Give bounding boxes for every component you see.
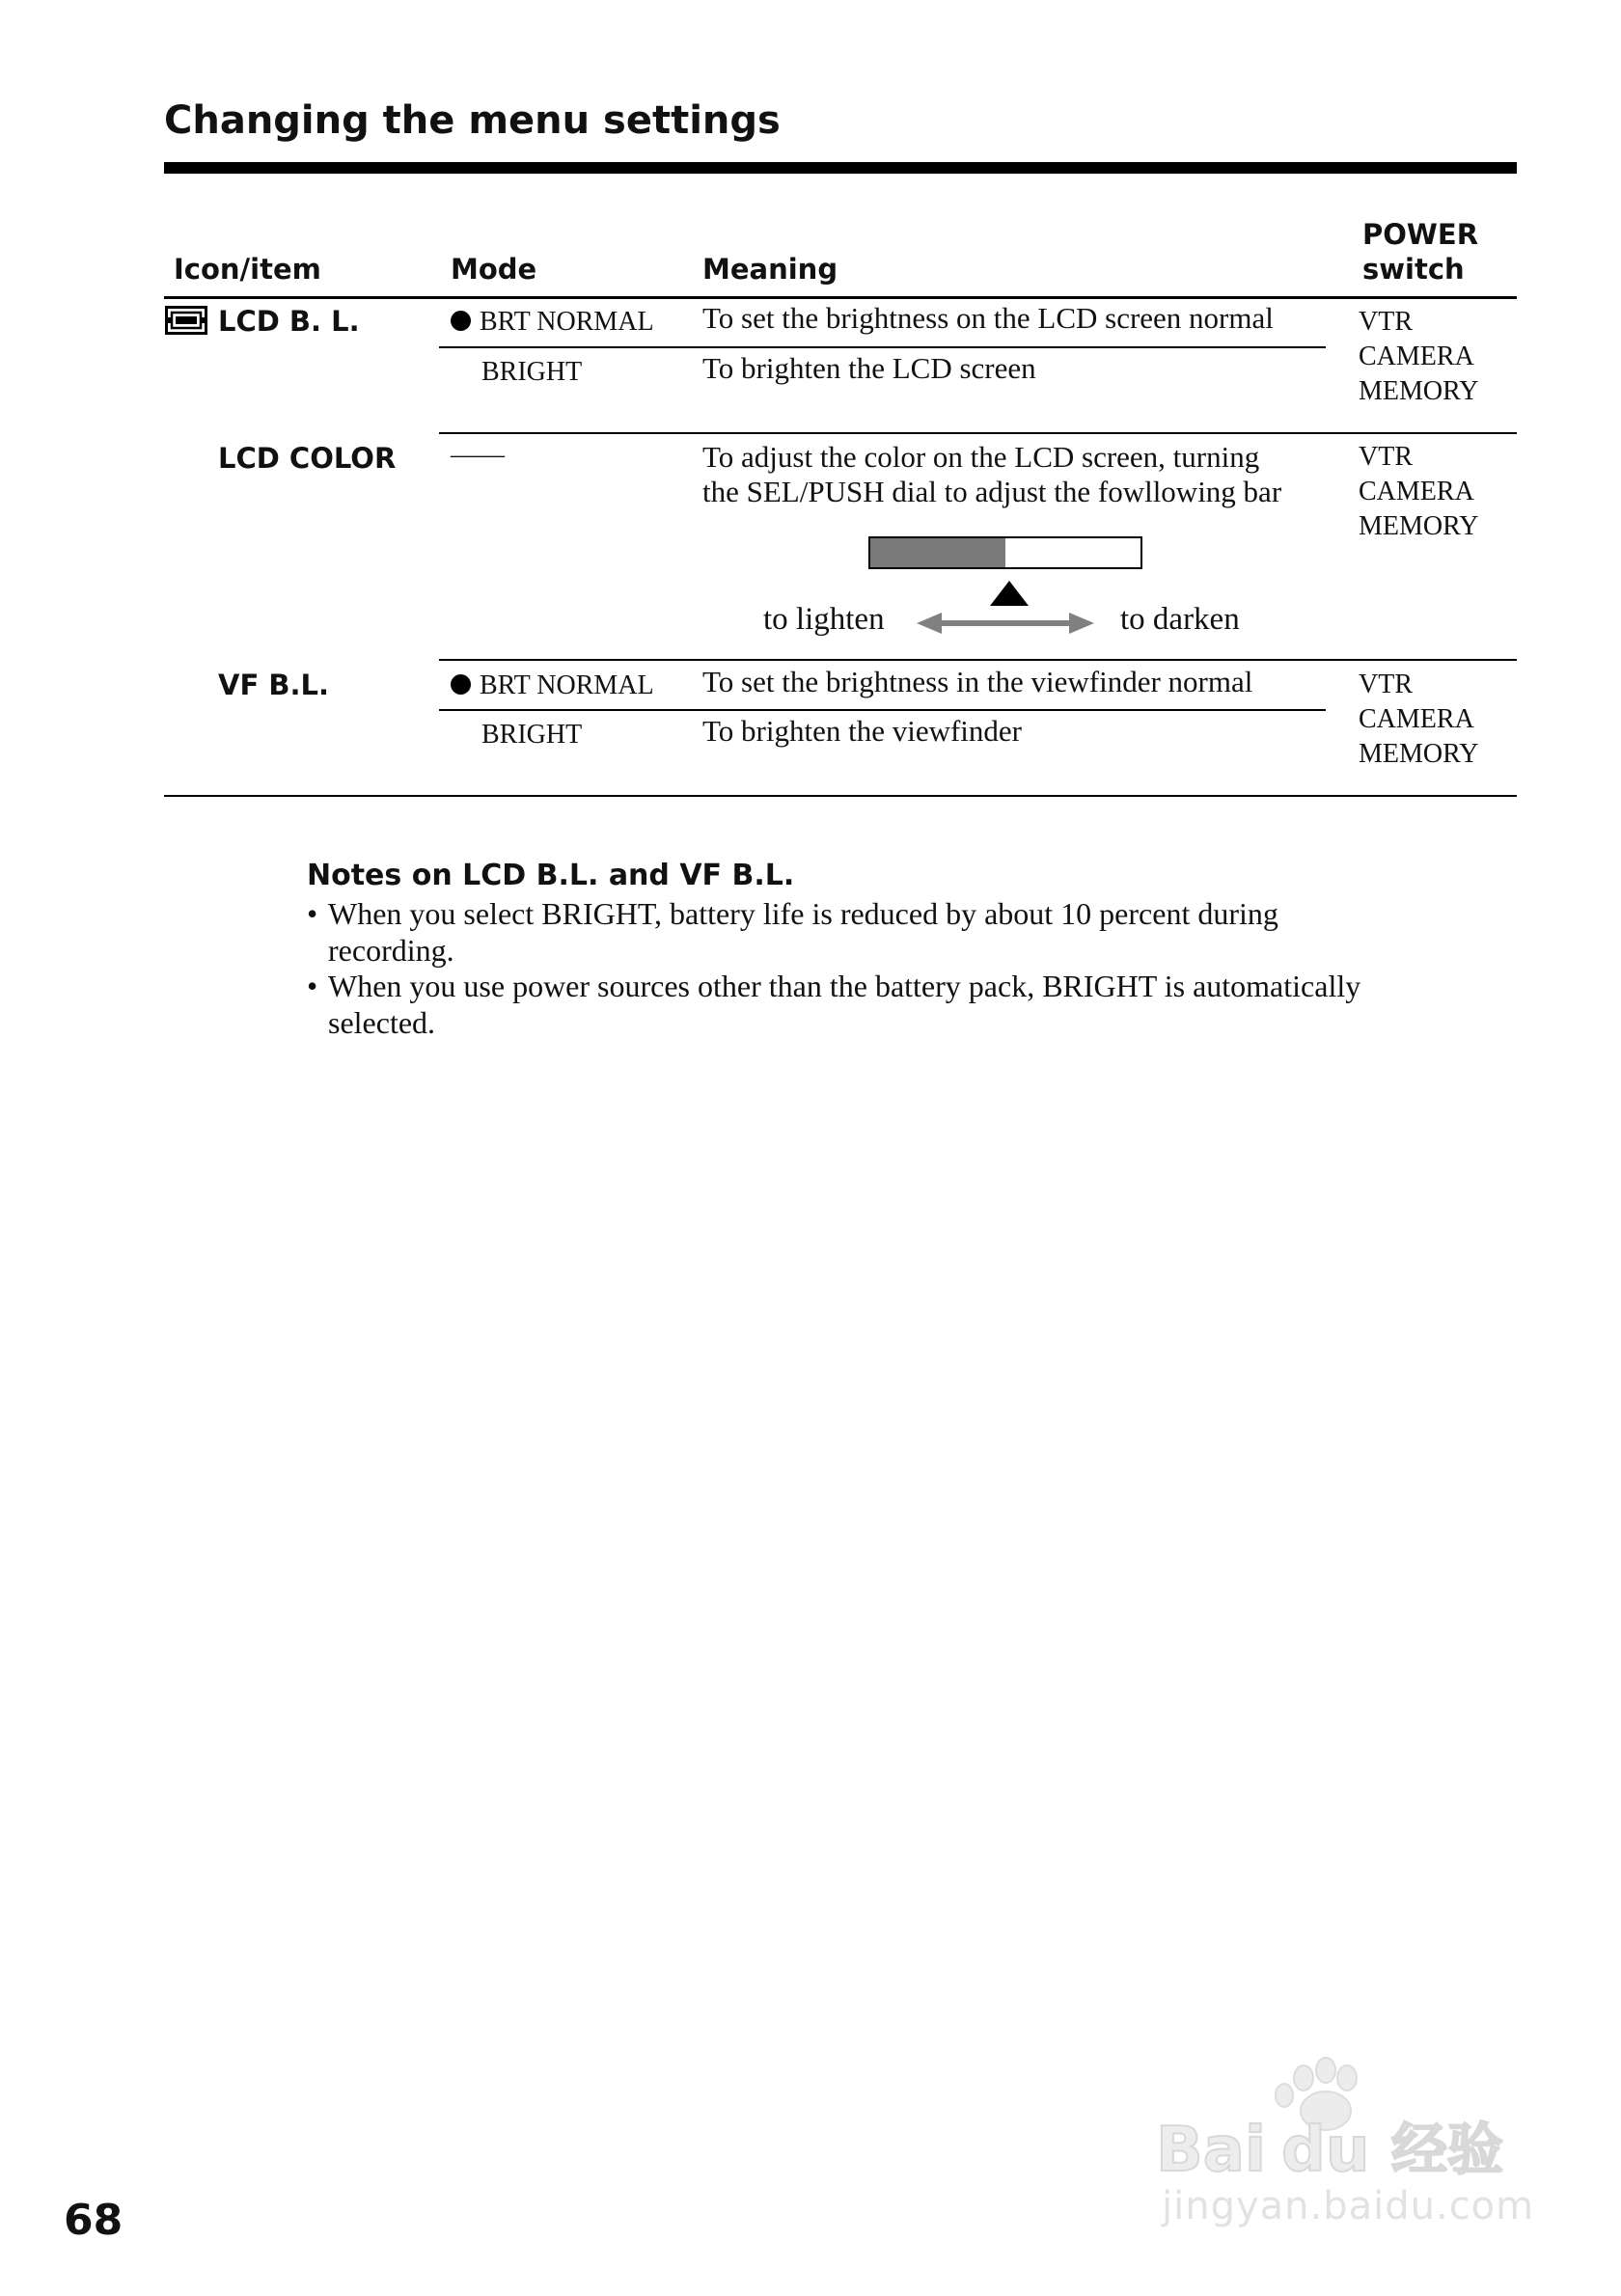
meaning-text: To brighten the LCD screen	[702, 351, 1036, 385]
power-mode: VTR	[1359, 307, 1413, 337]
column-header-mode: Mode	[451, 253, 537, 286]
meaning-text: To set the brightness in the viewfinder normal	[702, 665, 1253, 698]
mode-brt-normal: BRT NORMAL	[451, 307, 654, 338]
mode-brt-normal: BRT NORMAL	[451, 670, 654, 701]
default-setting-dot	[451, 674, 471, 695]
mode-bright: BRIGHT	[481, 720, 583, 750]
note-item	[307, 895, 1494, 969]
lcd-screen-icon	[165, 306, 207, 335]
mode-bright: BRIGHT	[481, 357, 583, 387]
meaning-text: To adjust the color on the LCD screen, turning	[702, 440, 1260, 474]
bullet: •	[307, 896, 318, 931]
title-rule	[164, 162, 1517, 174]
item-lcd-color: LCD COLOR	[218, 442, 397, 475]
bar-pointer-icon	[990, 581, 1029, 606]
note-line: When you use power sources other than the battery pack, BRIGHT is automatically	[328, 969, 1361, 1003]
note-item	[307, 968, 1494, 1041]
item-lcd-bl: LCD B. L.	[218, 305, 360, 338]
table-bottom-rule	[164, 795, 1517, 797]
power-mode: CAMERA	[1359, 704, 1474, 734]
mode-none: ——	[451, 440, 505, 470]
item-vf-bl: VF B.L.	[218, 669, 329, 701]
column-header-power-line1: POWER	[1362, 218, 1479, 251]
row-divider	[439, 709, 1326, 711]
baidu-watermark-logo	[1154, 2053, 1530, 2178]
default-setting-dot	[451, 311, 471, 331]
power-mode: MEMORY	[1359, 739, 1479, 769]
header-rule	[164, 296, 1517, 299]
power-mode: VTR	[1359, 670, 1413, 699]
svg-text:Bai: Bai	[1156, 2115, 1266, 2178]
lcd-color-bar	[868, 536, 1142, 569]
column-header-power-line2: switch	[1362, 253, 1465, 286]
watermark-url: jingyan.baidu.com	[1162, 2184, 1535, 2228]
meaning-text: To brighten the viewfinder	[702, 714, 1022, 748]
column-header-meaning: Meaning	[702, 253, 838, 286]
caption-to-darken: to darken	[1120, 602, 1240, 637]
power-mode: MEMORY	[1359, 376, 1479, 406]
row-divider	[439, 346, 1326, 348]
meaning-text: To set the brightness on the LCD screen normal	[702, 301, 1274, 335]
row-rule	[439, 432, 1517, 434]
column-header-icon-item: Icon/item	[174, 253, 321, 286]
power-mode: CAMERA	[1359, 342, 1474, 371]
row-rule	[439, 659, 1517, 661]
lcd-color-bar-level	[870, 538, 1005, 567]
double-arrow-icon	[917, 610, 1094, 637]
svg-text:经验: 经验	[1391, 2117, 1504, 2178]
page-title: Changing the menu settings	[164, 98, 781, 143]
page-number: 68	[64, 2196, 124, 2245]
note-line: recording.	[328, 933, 454, 968]
notes-title: Notes on LCD B.L. and VF B.L.	[307, 859, 795, 892]
caption-to-lighten: to lighten	[763, 602, 885, 637]
svg-text:du: du	[1281, 2115, 1370, 2178]
note-line: selected.	[328, 1005, 436, 1040]
power-mode: MEMORY	[1359, 511, 1479, 541]
bullet: •	[307, 969, 318, 1003]
note-line: When you select BRIGHT, battery life is reduced by about 10 percent during	[328, 896, 1278, 931]
power-mode: CAMERA	[1359, 477, 1474, 506]
power-mode: VTR	[1359, 442, 1413, 472]
meaning-text: the SEL/PUSH dial to adjust the fowllowing bar	[702, 475, 1282, 508]
